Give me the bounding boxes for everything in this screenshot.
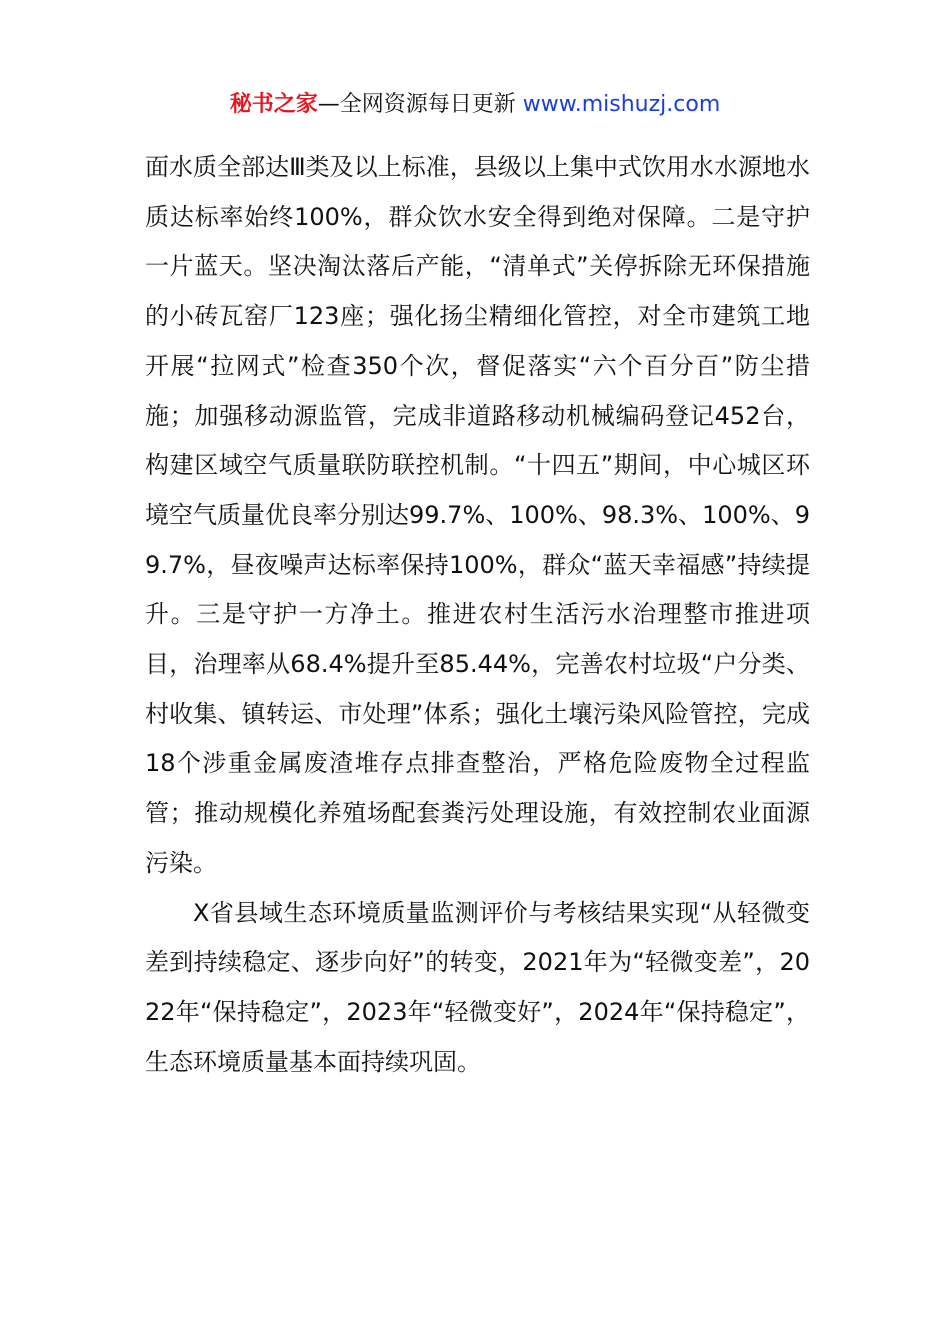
document-body [145,143,810,1087]
site-tagline: —全网资源每日更新 [317,92,523,117]
paragraph-assessment: X省县域生态环境质量监测评价与考核结果实现“从轻微变差到持续稳定、逐步向好”的转变，2021年为“轻微变差”，2022年“保持稳定”，2023年“轻微变好”，2024年“保持稳定”，生态环境质量基本面持续巩固。 [145,898,810,1076]
site-brand: 秘书之家 [229,92,318,117]
site-url-link[interactable]: www.mishuzj.com [522,92,721,117]
site-header [0,89,950,121]
paragraph-continued: 面水质全部达Ⅲ类及以上标准，县级以上集中式饮用水水源地水质达标率始终100%，群众饮水安全得到绝对保障。二是守护一片蓝天。坚决淘汰落后产能，“清单式”关停拆除无环保措施的小砖瓦窑厂123座；强化扬尘精细化管控，对全市建筑工地开展“拉网式”检查350个次，督促落实“六个百分百”防尘措施；加强移动源监管，完成非道路移动机械编码登记452台，构建区域空气质量联防联控机制。“十四五”期间，中心城区环境空气质量优良率分别达99.7%、100%、98.3%、100%、99.7%，昼夜噪声达标率保持100%，群众“蓝天幸福感”持续提升。三是守护一方净土。推进农村生活污水治理整市推进项目，治理率从68.4%提升至85.44%，完善农村垃圾“户分类、村收集、镇转运、市处理”体系；强化土壤污染风险管控，完成18个涉重金属废渣堆存点排查整治，严格危险废物全过程监管；推动规模化养殖场配套粪污处理设施，有效控制农业面源污染。 [145,153,810,877]
